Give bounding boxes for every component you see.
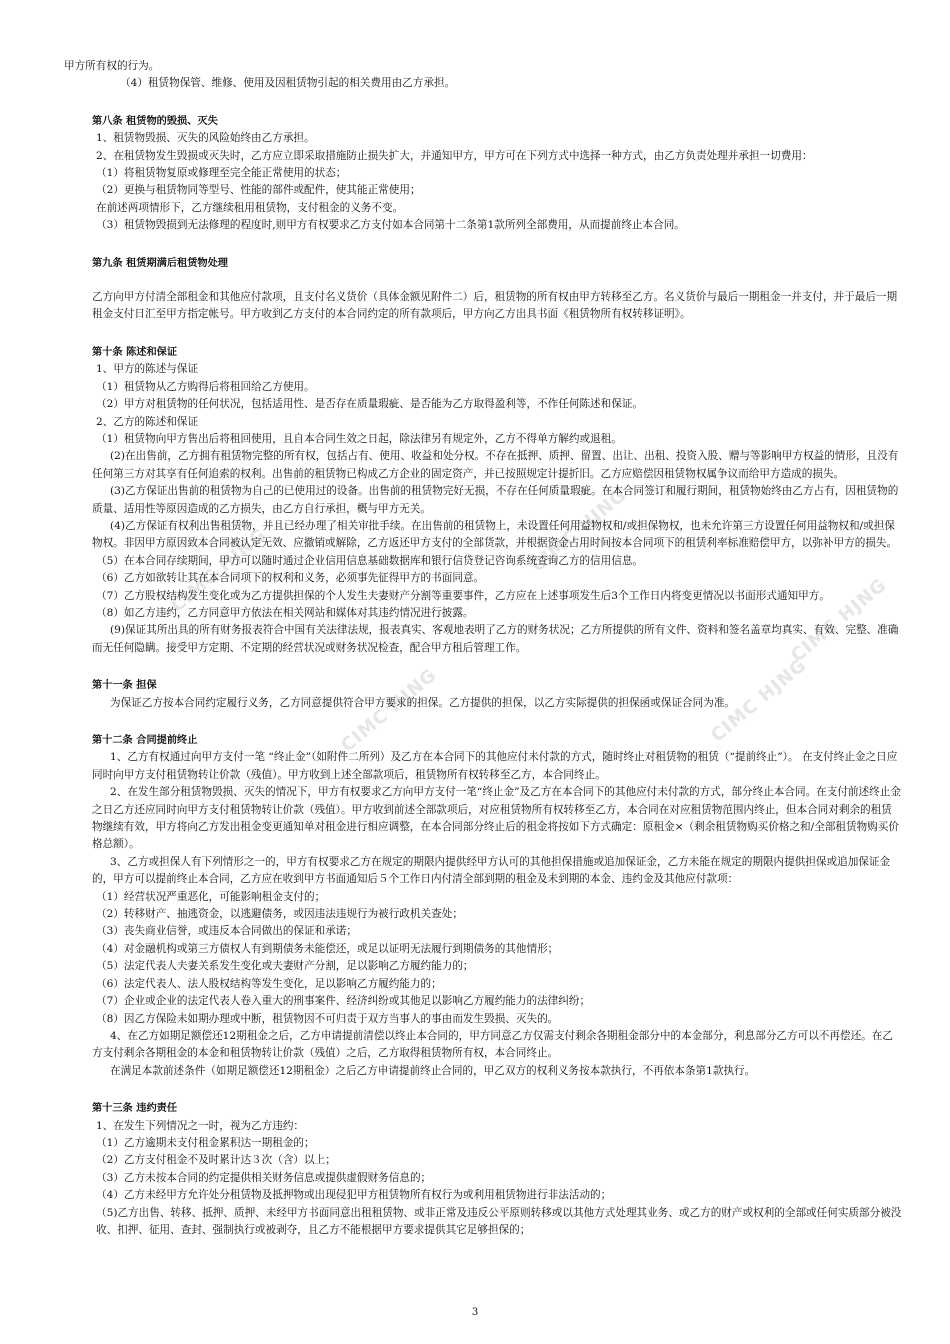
watermark: CIMC HJNG [167,524,271,617]
paragraph: （2）甲方对租赁物的任何状况，包括适用性、是否存在质量瑕疵、是否能为乙方取得盈利等，不作任何陈述和保证。 [96,398,644,411]
list-item: （1）乙方逾期未支付租金累积达一期租金的； [96,1136,315,1149]
paragraph: (2)在出售前，乙方拥有租赁物完整的所有权，包括占有、使用、收益和处分权。不存在抵押、质押、留置、出让、出租、投资入股、赠与等影响甲方权益的情形，且没有任何第三方对其享有任何追索的权利。出售前的租赁物已构成乙方企业的固定资产，并已按照规定计提折旧。乙方应赔偿因租赁物权属争议而给甲方造成的损失。 [92,450,899,480]
paragraph: （2）更换与租赁物同等型号、性能的部件或配件，使其能正常使用； [96,184,421,197]
watermark: CIMC HJNG [787,574,891,667]
list-item: （8）因乙方保险未如期办理或中断，租赁物因不可归责于双方当事人的事由而发生毁损、灭失的。 [96,1012,559,1025]
paragraph: 1、甲方的陈述与保证 [96,363,199,376]
paragraph: (3)乙方保证出售前的租赁物为自己的已使用过的设备。出售前的租赁物完好无损，不存在任何质量瑕疵。在本合同签订和履行期间，租赁物始终由乙方占有，因租赁物的质量、适用性等原因造成的乙方损失，由乙方自行承担，概与甲方无关。 [92,485,899,515]
paragraph: 在前述两项情形下，乙方继续租用租赁物，支付租金的义务不变。 [96,201,404,214]
paragraph: （7）乙方股权结构发生变化或为乙方提供担保的个人发生夫妻财产分割等重要事件，乙方应在上述事项发生后3个工作日内将变更情况以书面形式通知甲方。 [96,589,830,602]
paragraph: 甲方所有权的行为。 [64,60,160,72]
document-body [64,58,902,1239]
list-item: （2）乙方支付租金不及时累计达３次（含）以上； [96,1154,336,1167]
paragraph: (4)乙方保证有权利出售租赁物，并且已经办理了相关审批手续。在出售前的租赁物上，未设置任何用益物权和/或担保物权，也未允许第三方设置任何用益物权和/或担保物权。非因甲方原因致本合同被认定无效、应撤销或解除，乙方返还甲方支付的全部货款，并根据资金占用时间按本合同项下的租赁利率标准赔偿甲方，以弥补甲方的损失。 [92,519,898,550]
watermark: CIMC HJNG [707,654,811,747]
paragraph: 乙方向甲方付清全部租金和其他应付款项，且支付名义货价（具体金额见附件二）后，租赁物的所有权由甲方转移至乙方。名义货价与最后一期租金一并支付，并于最后一期租金支付日汇至甲方指定帐号。甲方收到乙方支付的本合同约定的所有款项后，甲方向乙方出具书面《租赁物所有权转移证明》。 [92,291,898,321]
paragraph: 1、在发生下列情况之一时，视为乙方违约： [96,1119,305,1132]
list-item: （6）法定代表人、法人股权结构等发生变化，足以影响乙方履约能力的； [96,977,442,990]
list-item: （3）乙方未按本合同的约定提供相关财务信息或提供虚假财务信息的； [96,1171,432,1184]
paragraph: （1）租赁物从乙方购得后将租回给乙方使用。 [96,380,315,393]
list-item: （3）丧失商业信誉，或违反本合同做出的保证和承诺； [96,925,357,938]
paragraph: 1、乙方有权通过向甲方支付一笔 “终止金”（如附件二所列）及乙方在本合同下的其他应付未付款的方式，随时终止对租赁物的租赁（“提前终止”）。 在支付终止金之日应同时向甲方支付租赁物转让价款（残值）。甲方收到上述全部款项后，租赁物所有权转移至乙方，本合同终止。 [92,751,898,781]
list-item: （2）转移财产、抽逃资金，以逃避债务，或因违法违规行为被行政机关查处； [96,908,463,921]
paragraph: 2、乙方的陈述和保证 [96,415,199,428]
paragraph: （5）在本合同存续期间，甲方可以随时通过企业信用信息基础数据库和银行信贷登记咨询系统查询乙方的信用信息。 [96,554,644,567]
list-item: （1）经营状况严重恶化，可能影响租金支付的； [96,890,326,903]
list-item: （4）对金融机构或第三方债权人有到期债务未能偿还，或足以证明无法履行到期债务的其他情形； [96,942,559,955]
page-number: 3 [471,1307,479,1318]
section-heading: 第十三条 违约责任 [92,1103,178,1115]
list-item: （5）法定代表人夫妻关系发生变化或夫妻财产分割，足以影响乙方履约能力的； [96,960,474,973]
section-heading: 第八条 租赁物的毁损、灭失 [92,115,218,127]
paragraph: 在满足本款前述条件（如期足额偿还12期租金）之后乙方申请提前终止合同的，甲乙双方的权利义务按本款执行，不再依本条第1款执行。 [110,1064,756,1077]
paragraph: （5)乙方出售、转移、抵押、质押、未经甲方书面同意出租租赁物、或非正常及违反公平原则转移或以其他方式处理其业务、或乙方的财产或权利的全部或任何实质部分被没收、扣押、征用、查封、强制执行或被剥夺，且乙方不能根据甲方要求提供其它足够担保的； [96,1206,902,1236]
list-item: （4）乙方未经甲方允许处分租赁物及抵押物或出现侵犯甲方租赁物所有权行为或利用租赁物进行非法活动的； [96,1189,612,1202]
section-heading: 第十条 陈述和保证 [92,346,178,358]
paragraph: （6）乙方如欲转让其在本合同项下的权利和义务，必须事先征得甲方的书面同意。 [96,572,485,585]
watermark: CIMC HJNG [527,484,631,577]
section-heading: 第九条 租赁期满后租赁物处理 [92,257,228,269]
paragraph: 1、租赁物毁损、灭失的风险始终由乙方承担。 [96,132,315,145]
paragraph: 为保证乙方按本合同约定履行义务，乙方同意提供符合甲方要求的担保。乙方提供的担保，以乙方实际提供的担保函或保证合同为准。 [110,696,736,709]
section-heading: 第十二条 合同提前终止 [92,735,198,746]
paragraph: （3）租赁物毁损到无法修理的程度时,则甲方有权要求乙方支付如本合同第十二条第1款所列全部费用，从而提前终止本合同。 [96,219,685,232]
paragraph: 2、在租赁物发生毁损或灭失时，乙方应立即采取措施防止损失扩大，并通知甲方，甲方可在下列方式中选择一种方式，由乙方负责处理并承担一切费用： [96,149,813,162]
section-heading: 第十一条 担保 [92,680,157,692]
paragraph: （1）租赁物向甲方售出后将租回使用，且自本合同生效之日起，除法律另有规定外，乙方不得单方解约或退租。 [96,432,622,445]
paragraph: 2、在发生部分租赁物毁损、灭失的情况下，甲方有权要求乙方向甲方支付一笔“终止金”及乙方在本合同下的其他应付未付款的方式，部分终止本合同。在支付前述终止金之日乙方还应同时向甲方支付租赁物转让价款（残值）。甲方收到前述全部款项后，对应租赁物所有权转移至乙方，本合同在对应租赁物范围内终止，但本合同对剩余的租赁物继续有效，甲方将向乙方发出租金变更通知单对租金进行相应调整，在本合同部分终止后的租金将按如下方式确定：原租金×（剩余租赁物购买价格之和/全部租赁物购买价格总额）。 [92,786,901,851]
paragraph: （8）如乙方违约，乙方同意甲方依法在相关网站和媒体对其违约情况进行披露。 [96,606,474,619]
paragraph: 4、在乙方如期足额偿还12期租金之后，乙方申请提前清偿以终止本合同的，甲方同意乙方仅需支付剩余各期租金部分中的本金部分，利息部分乙方可以不再偿还。在乙方支付剩余各期租金的本金和租赁物转让价款（残值）之后，乙方取得租赁物所有权，本合同终止。 [92,1029,893,1060]
paragraph: （4）租赁物保管、维修、使用及因租赁物引起的相关费用由乙方承担。 [120,77,456,90]
paragraph: 3、乙方或担保人有下列情形之一的，甲方有权要求乙方在规定的期限内提供经甲方认可的其他担保措施或追加保证金，乙方未能在规定的期限内提供担保或追加保证金的，甲方可以提前终止本合同，乙方应在收到甲方书面通知后５个工作日内付清全部到期的租金及未到期的本金、违约金及其他应付款项： [92,855,891,886]
list-item: （7）企业或企业的法定代表人卷入重大的刑事案件、经济纠纷或其他足以影响乙方履约能力的法律纠纷； [96,995,591,1008]
paragraph: （1）将租赁物复原或修理至完全能正常使用的状态； [96,167,347,180]
watermark: CIMC HJNG [337,664,441,757]
paragraph: (9)保证其所出具的所有财务报表符合中国有关法律法规，报表真实、客观地表明了乙方的财务状况；乙方所提供的所有文件、资料和签名盖章均真实、有效、完整、准确而无任何隐瞒。接受甲方定期、不定期的经营状况或财务状况检查，配合甲方租后管理工作。 [92,624,899,654]
